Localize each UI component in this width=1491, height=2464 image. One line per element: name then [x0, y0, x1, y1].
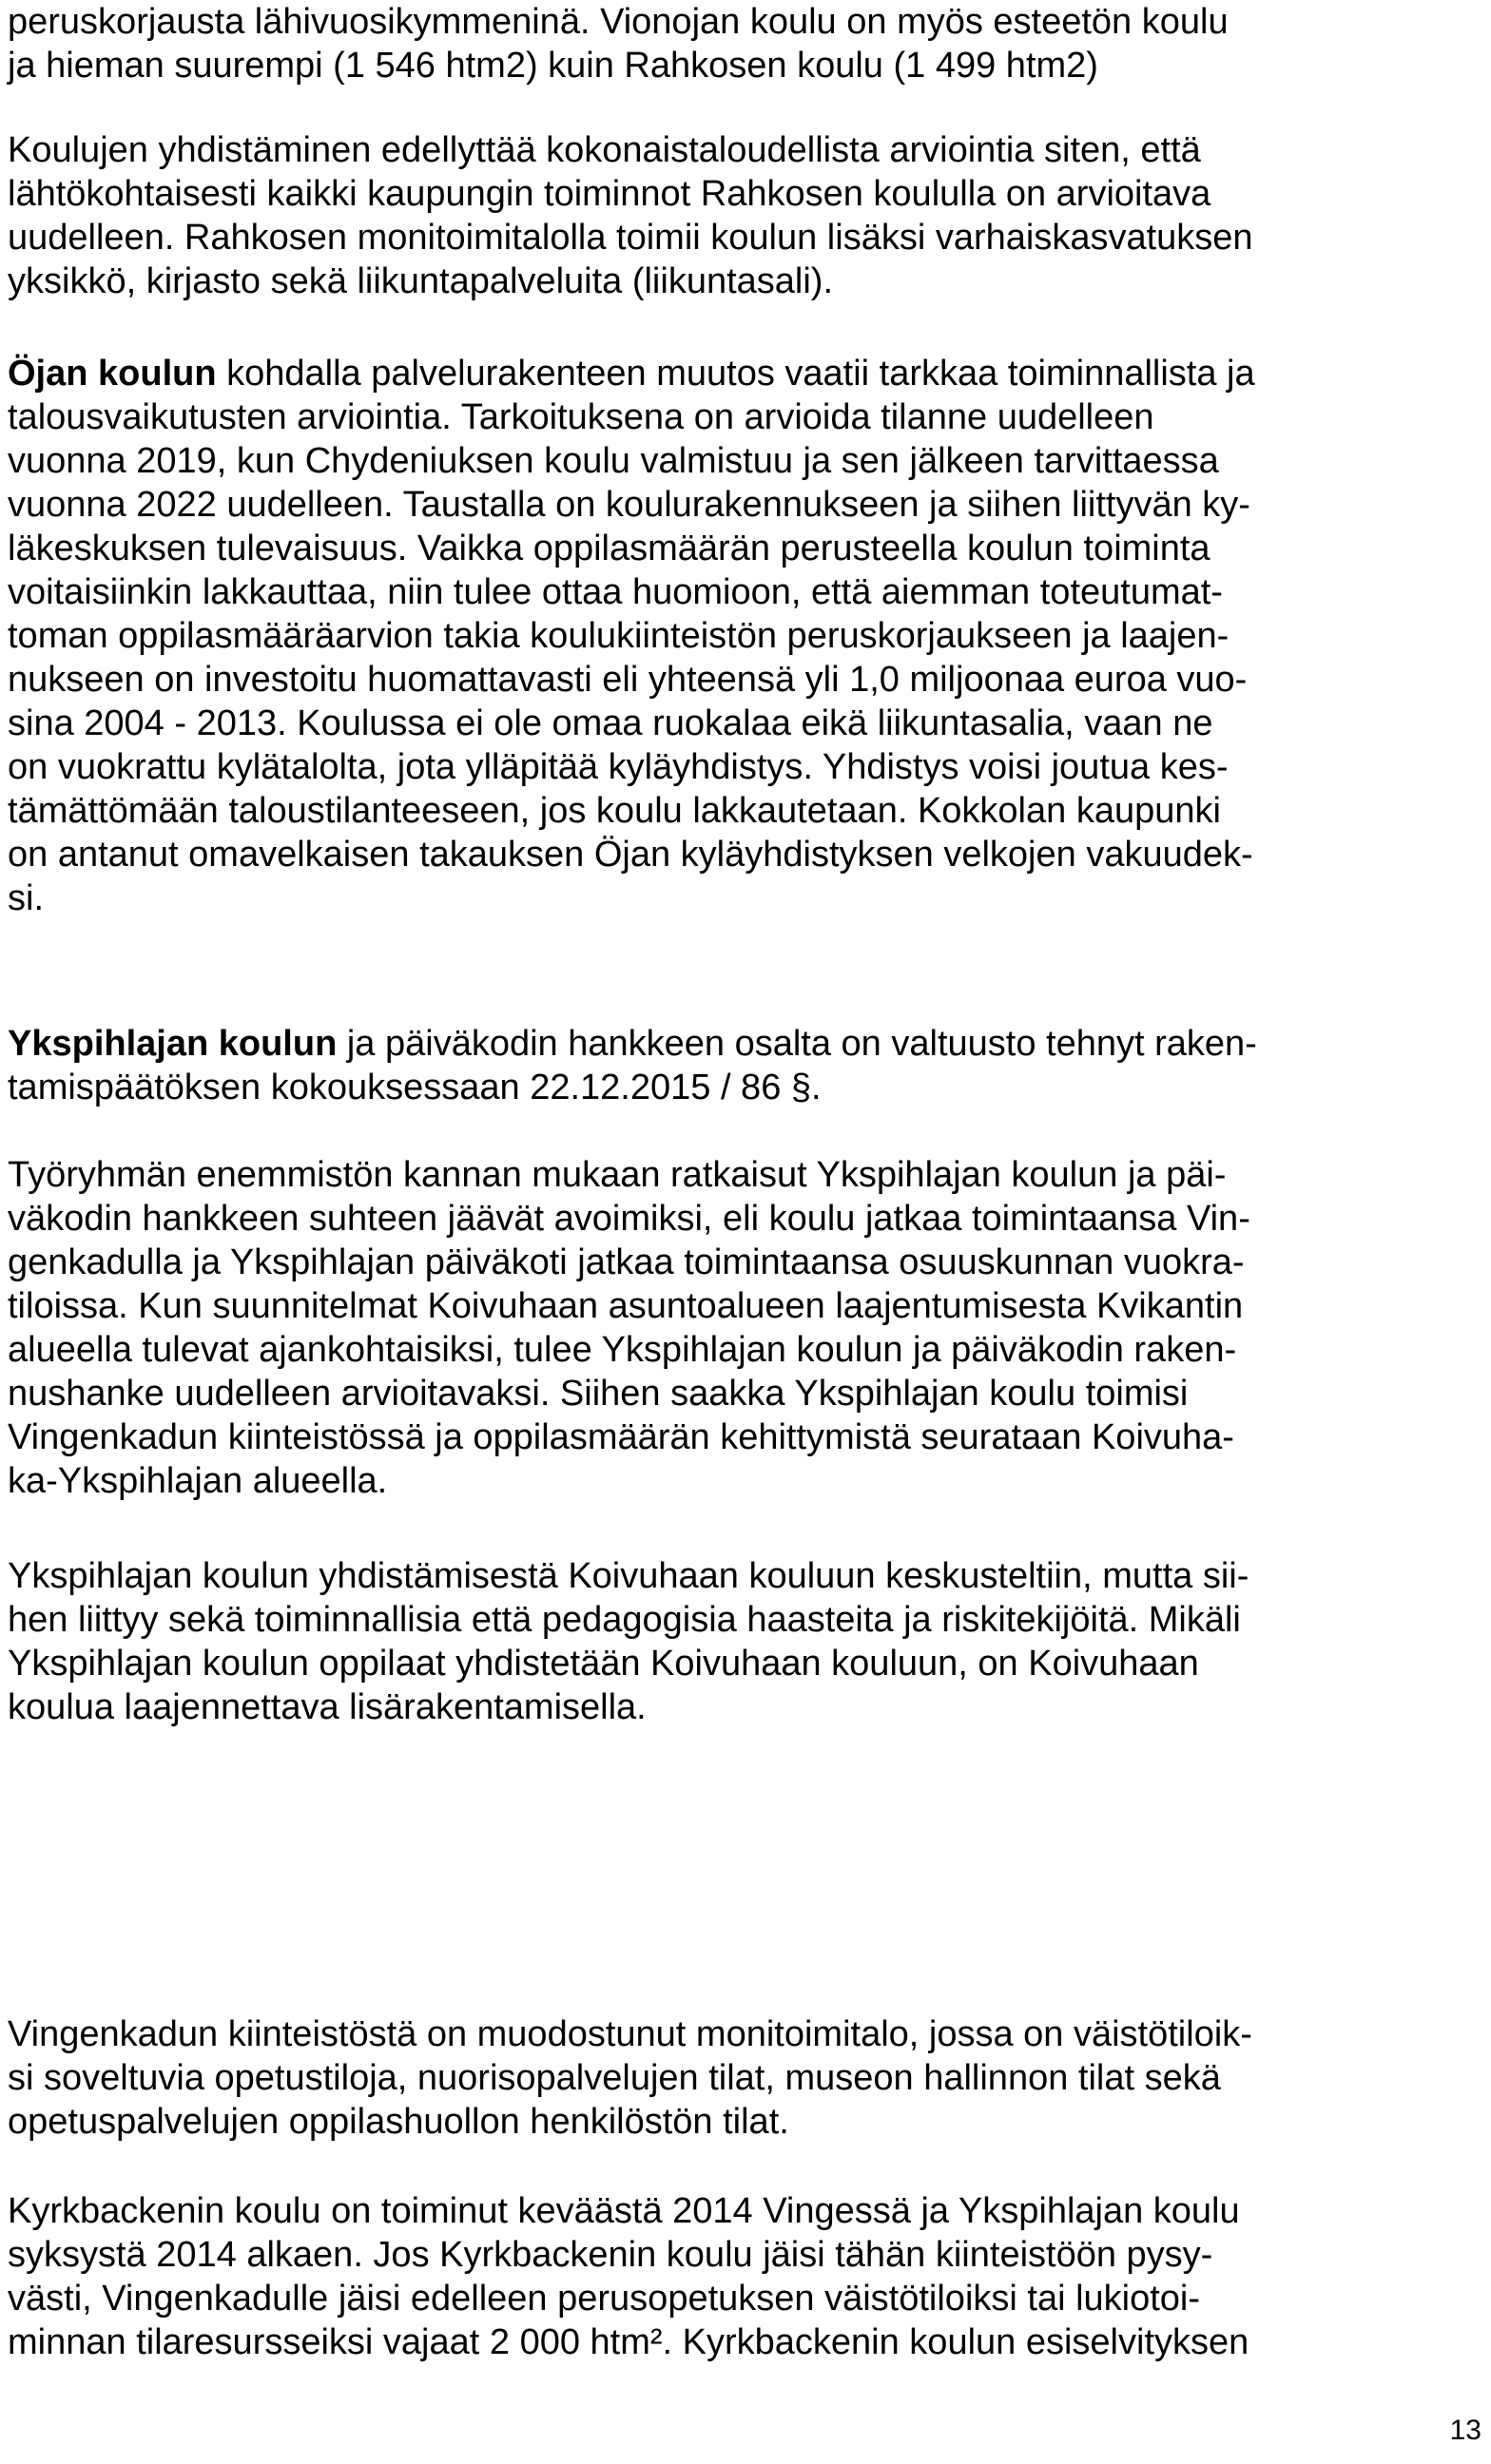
text-line: Koulujen yhdistäminen edellyttää kokonaistaloudellista arviointia siten, että — [8, 130, 1201, 170]
text-line: ka-Ykspihlajan alueella. — [8, 1461, 388, 1501]
text-line — [8, 1022, 1472, 1066]
text-line: genkadulla ja Ykspihlajan päiväkoti jatkaa toimintaansa osuuskunnan vuokra- — [8, 1242, 1245, 1282]
paragraph-kyrkbacken — [8, 2189, 1472, 2364]
text-line: talousvaikutusten arviointia. Tarkoituksena on arvioida tilanne uudelleen — [8, 397, 1154, 437]
text-line: koulua laajennettava lisärakentamisella. — [8, 1687, 647, 1727]
text-line: nushanke uudelleen arvioitavaksi. Siihen saakka Ykspihlajan koulu toimisi — [8, 1374, 1189, 1414]
paragraph-vionoja — [8, 0, 1472, 87]
text-line: opetuspalvelujen oppilashuollon henkilöstön tilat. — [8, 2102, 789, 2142]
text-line: lähtökohtaisesti kaikki kaupungin toiminnot Rahkosen koululla on arvioitava — [8, 174, 1211, 214]
text-line-rest: kohdalla palvelurakenteen muutos vaatii tarkkaa toiminnallista ja — [216, 354, 1255, 394]
page-number: 13 — [1449, 2415, 1481, 2446]
bold-lead: Öjan koulun — [8, 354, 217, 394]
text-line: voitaisiinkin lakkauttaa, niin tulee ottaa huomioon, että aiemman toteutumat- — [8, 572, 1223, 612]
text-line: si soveltuvia opetustiloja, nuorisopalvelujen tilat, museon hallinnon tilat sekä — [8, 2058, 1221, 2098]
text-line: vuonna 2022 uudelleen. Taustalla on koulurakennukseen ja siihen liittyvän ky- — [8, 485, 1250, 525]
paragraph-koulujen-yhdistaminen — [8, 128, 1472, 303]
text-line: läkeskuksen tulevaisuus. Vaikka oppilasmäärän perusteella koulun toiminta — [8, 529, 1210, 568]
text-line: yksikkö, kirjasto sekä liikuntapalveluita (liikuntasali). — [8, 261, 834, 301]
paragraph-vingenkatu — [8, 2012, 1472, 2144]
text-line: minnan tilaresursseiksi vajaat 2 000 htm². Kyrkbackenin koulun esiselvityksen — [8, 2322, 1249, 2362]
text-line-rest: ja päiväkodin hankkeen osalta on valtuusto tehnyt raken- — [337, 1024, 1257, 1064]
text-line: syksystä 2014 alkaen. Jos Kyrkbackenin koulu jäisi tähän kiinteistöön pysy- — [8, 2235, 1213, 2275]
bold-lead: Ykspihlajan koulun — [8, 1024, 338, 1064]
text-line: Vingenkadun kiinteistössä ja oppilasmäärän kehittymistä seurataan Koivuha- — [8, 1417, 1234, 1457]
text-line: vuonna 2019, kun Chydeniuksen koulu valmistuu ja sen jälkeen tarvittaessa — [8, 441, 1219, 481]
text-line: Ykspihlajan koulun yhdistämisestä Koivuhaan kouluun keskusteltiin, mutta sii- — [8, 1556, 1249, 1596]
text-line: sina 2004 - 2013. Koulussa ei ole omaa ruokalaa eikä liikuntasalia, vaan ne — [8, 703, 1213, 743]
text-line: Vingenkadun kiinteistöstä on muodostunut monitoimitalo, jossa on väistötiloik- — [8, 2014, 1252, 2054]
text-line: alueella tulevat ajankohtaisiksi, tulee Ykspihlajan koulun ja päiväkodin raken- — [8, 1330, 1237, 1370]
text-line: västi, Vingenkadulle jäisi edelleen perusopetuksen väistötiloiksi tai lukiotoi- — [8, 2279, 1201, 2319]
text-line: Ykspihlajan koulun oppilaat yhdistetään Koivuhaan kouluun, on Koivuhaan — [8, 1644, 1199, 1684]
text-line: nukseen on investoitu huomattavasti eli yhteensä yli 1,0 miljoonaa euroa vuo- — [8, 660, 1248, 700]
text-line: väkodin hankkeen suhteen jäävät avoimiksi, eli koulu jatkaa toimintaansa Vin- — [8, 1199, 1250, 1239]
paragraph-tyoryhma — [8, 1153, 1472, 1503]
text-line: toman oppilasmääräarvion takia koulukiinteistön peruskorjaukseen ja laajen- — [8, 616, 1230, 656]
text-line: uudelleen. Rahkosen monitoimitalolla toimii koulun lisäksi varhaiskasvatuksen — [8, 218, 1253, 258]
text-line: ja hieman suurempi (1 546 htm2) kuin Rahkosen koulu (1 499 htm2) — [8, 46, 1098, 86]
text-line: on vuokrattu kylätalolta, jota ylläpitää kyläyhdistys. Yhdistys voisi joutua kes- — [8, 747, 1229, 787]
text-line: tämättömään taloustilanteeseen, jos koulu lakkautetaan. Kokkolan kaupunki — [8, 791, 1221, 831]
text-line: Kyrkbackenin koulu on toiminut keväästä 2014 Vingessä ja Ykspihlajan koulu — [8, 2191, 1240, 2231]
paragraph-yhdistaminen-koivuhaka — [8, 1554, 1472, 1729]
text-line: tamispäätöksen kokouksessaan 22.12.2015 / 86 §. — [8, 1068, 822, 1107]
text-line: tiloissa. Kun suunnitelmat Koivuhaan asuntoalueen laajentumisesta Kvikantin — [8, 1286, 1244, 1326]
text-line: si. — [8, 878, 44, 918]
text-line: hen liittyy sekä toiminnallisia että pedagogisia haasteita ja riskitekijöitä. Mikäli — [8, 1600, 1241, 1640]
text-line: Työryhmän enemmistön kannan mukaan ratkaisut Ykspihlajan koulun ja päi- — [8, 1155, 1227, 1195]
text-line: peruskorjausta lähivuosikymmeninä. Vionojan koulu on myös esteetön koulu — [8, 2, 1229, 42]
paragraph-ojan-koulu — [8, 352, 1472, 920]
text-line — [8, 352, 1472, 395]
paragraph-ykspihlajan-hanke — [8, 1022, 1472, 1109]
text-line: on antanut omavelkaisen takauksen Öjan kyläyhdistyksen velkojen vakuudek- — [8, 835, 1253, 875]
